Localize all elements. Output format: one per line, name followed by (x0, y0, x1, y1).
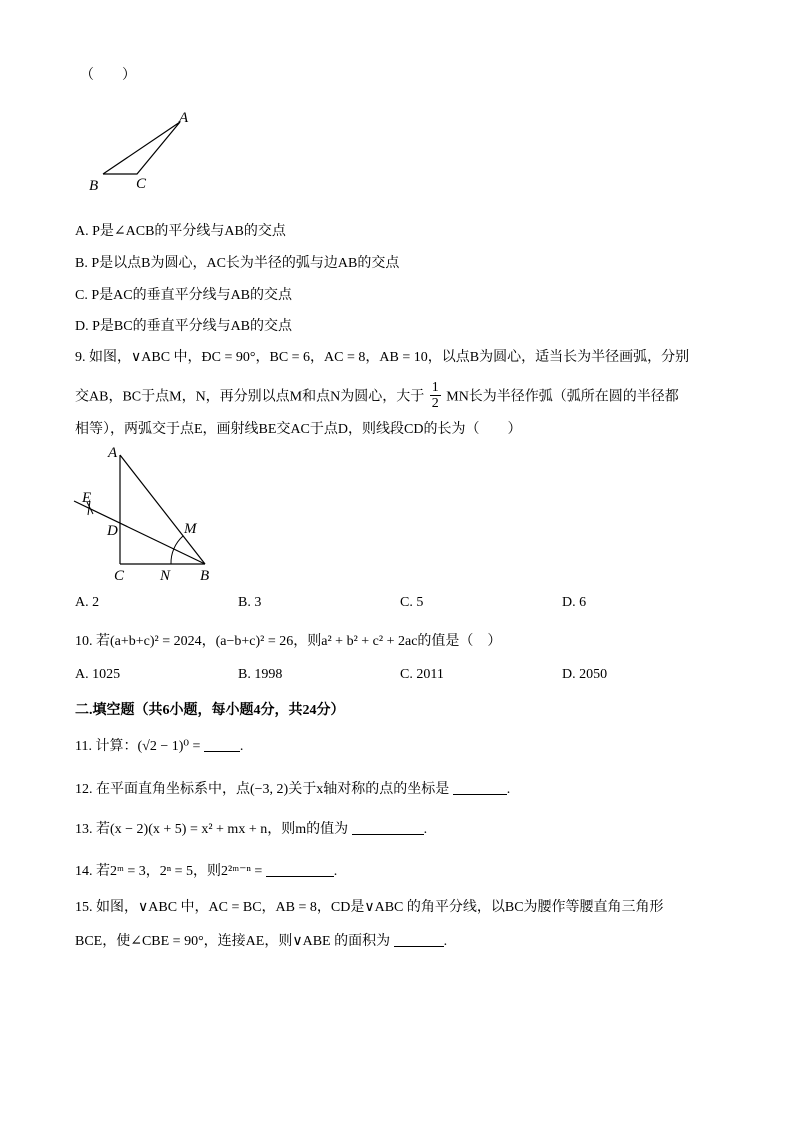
q10-question: 10. 若(a+b+c)² = 2024，(a−b+c)² = 26，则a² + b² + c² + 2ac的值是（ ） (75, 634, 502, 649)
q11-line (75, 735, 243, 755)
q15-answer-blank[interactable] (394, 932, 444, 947)
section-2-title: 二.填空题（共6小题，每小题4分，共24分） (75, 703, 345, 718)
q8-label-b: B (89, 178, 99, 194)
q15-line-1: 15. 如图，∨ABC 中，AC = BC，AB = 8，CD是∨ABC 的角平分线，以BC为腰作等腰直角三角形 (75, 900, 664, 915)
q12-question: 12. 在平面直角坐标系中，点(−3, 2)关于x轴对称的点的坐标是 (75, 782, 450, 797)
q8-triangle-figure (80, 105, 220, 195)
q10-option-d: D. 2050 (562, 667, 608, 682)
q13-question: 13. 若(x − 2)(x + 5) = x² + mx + n，则m的值为 (75, 822, 349, 837)
question-8-answer-paren: （ ） (80, 68, 136, 83)
q12-answer-blank[interactable] (453, 780, 507, 795)
q8-option-a: A. P是∠ACB的平分线与AB的交点 (75, 224, 286, 239)
q10-option-a: A. 1025 (75, 667, 121, 682)
q15-line-2 (75, 930, 447, 950)
q9-label-b: B (200, 568, 210, 584)
q15-line-2-text: BCE，使∠CBE = 90°，连接AE，则∨ABE 的面积为 (75, 934, 391, 949)
q8-option-b: B. P是以点B为圆心，AC长为半径的弧与边AB的交点 (75, 256, 400, 271)
q13-line (75, 818, 427, 838)
q14-answer-blank[interactable] (266, 862, 334, 877)
q15-end: . (443, 934, 448, 949)
q14-line (75, 860, 337, 880)
q11-end: . (239, 739, 244, 754)
q11-answer-blank[interactable] (204, 737, 240, 752)
q9-label-m: M (184, 521, 197, 537)
q9-option-d: D. 6 (562, 595, 587, 610)
q9-line-2b: MN长为半径作弧（弧所在圆的半径都 (446, 389, 679, 405)
q8-option-d: D. P是BC的垂直平分线与AB的交点 (75, 319, 293, 334)
q8-label-c: C (136, 176, 147, 192)
q9-label-n: N (160, 568, 171, 584)
q8-label-a: A (179, 110, 189, 126)
q12-line (75, 778, 510, 798)
q8-option-c: C. P是AC的垂直平分线与AB的交点 (75, 288, 293, 303)
q10-option-b: B. 1998 (238, 667, 283, 682)
q10-option-c: C. 2011 (400, 667, 444, 682)
q9-label-e: E (82, 490, 92, 506)
q14-question: 14. 若2ᵐ = 3，2ⁿ = 5，则2²ᵐ⁻ⁿ = (75, 864, 263, 879)
q9-label-a: A (108, 445, 118, 461)
q9-option-c: C. 5 (400, 595, 424, 610)
q9-line-2 (75, 382, 679, 413)
q13-answer-blank[interactable] (352, 820, 424, 835)
q9-line-3: 相等），两弧交于点E，画射线BE交AC于点D，则线段CD的长为（ ） (75, 422, 522, 437)
q9-frac-den: 2 (431, 396, 439, 411)
q12-end: . (506, 782, 511, 797)
q9-label-d: D (107, 523, 118, 539)
q9-triangle-figure (70, 440, 230, 590)
q9-line-2a: 交AB，BC于点M，N，再分别以点M和点N为圆心，大于 (75, 389, 425, 405)
q9-option-b: B. 3 (238, 595, 262, 610)
q9-line-1: 9. 如图，∨ABC 中，ÐC = 90°，BC = 6，AC = 8，AB = 10，以点B为圆心，适当长为半径画弧，分别 (75, 350, 690, 365)
q11-question: 11. 计算：(√2 − 1)⁰ = (75, 739, 201, 754)
q9-frac-num: 1 (431, 380, 439, 395)
q14-end: . (333, 864, 338, 879)
q13-end: . (423, 822, 428, 837)
q9-fraction (430, 380, 441, 411)
q9-option-a: A. 2 (75, 595, 100, 610)
q9-label-c: C (114, 568, 125, 584)
